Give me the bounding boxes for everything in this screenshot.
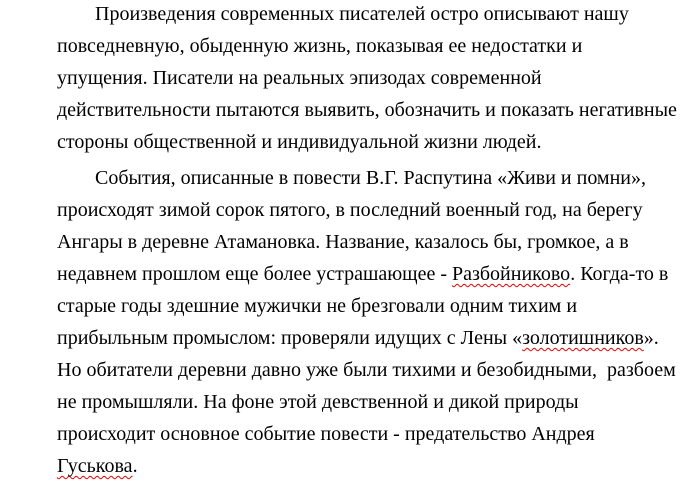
misspelled-word[interactable]: золотишников — [522, 327, 644, 349]
misspelled-word[interactable]: Гуськова — [57, 455, 133, 477]
paragraph[interactable] — [57, 162, 681, 482]
text-run: События, описанные в повести В.Г. Распутина «Живи и помни», происходят зимой сорок пятого, в последний военный год, на берегу Ангары в деревне Атамановка. Название, казалось бы, громкое, а в недавнем прошлом еще более устрашающее - — [57, 167, 651, 285]
text-run: ». Но обитатели деревни давно уже были тихими и безобидными, разбоем не промышляли. На фоне этой девственной и дикой природы происходит основное событие повести - предательство Андрея — [57, 327, 681, 445]
misspelled-word[interactable]: Разбойниково — [451, 263, 571, 285]
text-run: Произведения современных писателей остро описывают нашу повседневную, обыденную жизнь, показывая ее недостатки и упущения. Писатели на реальных эпизодах современной действительности пытаются выявить, обозначить и показать негативные стороны общественной и индивидуальной жизни людей. — [57, 3, 682, 153]
paragraph[interactable] — [57, 0, 682, 158]
text-run: . Когда-то в старые годы здешние мужички не брезговали одним тихим и прибыльным промыслом: проверяли идущих с Лены « — [57, 263, 674, 349]
text-run: . — [132, 455, 138, 477]
